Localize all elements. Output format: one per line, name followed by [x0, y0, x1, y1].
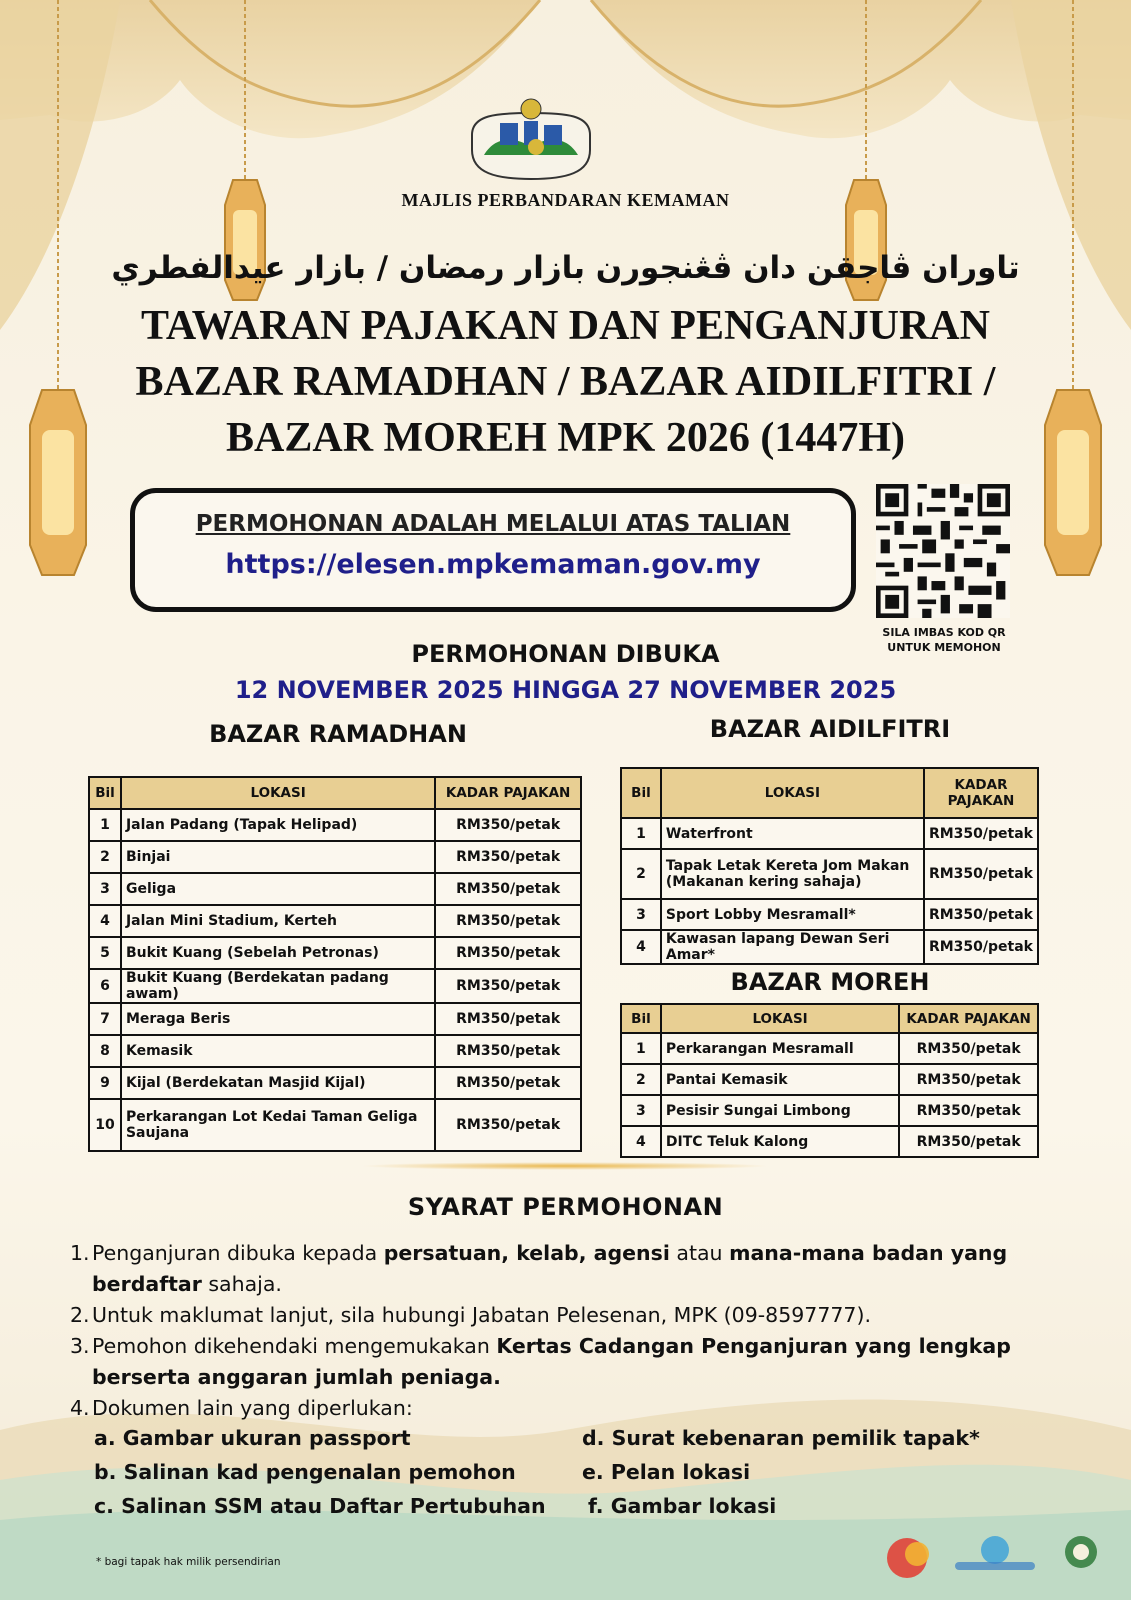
table-row: 3 Sport Lobby Mesramall* RM350/petak [621, 899, 1038, 930]
terengganu-logo [955, 1536, 1035, 1570]
table-header: LOKASI [661, 768, 924, 818]
divider-glow [360, 1162, 770, 1170]
title-line: BAZAR RAMADHAN / BAZAR AIDILFITRI / [135, 359, 996, 405]
title-line: TAWARAN PAJAKAN DAN PENGANJURAN [141, 303, 990, 349]
qr-code[interactable] [876, 484, 1010, 618]
table-row: 2 Tapak Letak Kereta Jom Makan (Makanan kering sahaja) RM350/petak [621, 849, 1038, 899]
table-row: 10 Perkarangan Lot Kedai Taman Geliga Saujana RM350/petak [89, 1099, 581, 1151]
table-row: 4 Jalan Mini Stadium, Kerteh RM350/petak [89, 905, 581, 937]
application-open-label: PERMOHONAN DIBUKA [411, 640, 720, 668]
bazar-aidilfitri-title: BAZAR AIDILFITRI [709, 715, 951, 743]
title-line: BAZAR MOREH MPK 2026 (1447H) [226, 415, 905, 461]
partner-logos [885, 1528, 1115, 1588]
lantern-icon [1035, 0, 1111, 590]
mpk-logo [466, 95, 596, 183]
table-row: 1 Jalan Padang (Tapak Helipad) RM350/petak [89, 809, 581, 841]
list-item: 3. Pemohon dikehendaki mengemukakan Kertas Cadangan Penganjuran yang lengkap berserta anggaran jumlah peniaga. [70, 1334, 1011, 1389]
table-header: Bil [621, 768, 661, 818]
requirements-title: SYARAT PERMOHONAN [407, 1193, 724, 1221]
organisation-name: MAJLIS PERBANDARAN KEMAMAN [401, 190, 730, 210]
table-header: Bil [621, 1004, 661, 1033]
qr-caption: SILA IMBAS KOD QR UNTUK MEMOHON [882, 626, 1006, 654]
kemaman-logo [887, 1538, 929, 1578]
list-item: 4. Dokumen lain yang diperlukan: [70, 1396, 413, 1420]
lantern-icon [20, 0, 96, 590]
table-header: KADAR PAJAKAN [899, 1004, 1038, 1033]
footnote: * bagi tapak hak milik persendirian [96, 1556, 281, 1568]
document-item: b. Salinan kad pengenalan pemohon [94, 1460, 516, 1484]
document-item: e. Pelan lokasi [582, 1460, 751, 1484]
bazar-aidilfitri-table [620, 767, 1039, 965]
list-item: 2. Untuk maklumat lanjut, sila hubungi Jabatan Pelesenan, MPK (09-8597777). [70, 1303, 871, 1327]
document-item: f. Gambar lokasi [588, 1494, 777, 1518]
document-item: d. Surat kebenaran pemilik tapak* [582, 1426, 980, 1450]
table-row: 5 Bukit Kuang (Sebelah Petronas) RM350/petak [89, 937, 581, 969]
list-item: 1. Penganjuran dibuka kepada persatuan, kelab, agensi atau mana-mana badan yang berdaftar sahaja. [70, 1241, 1008, 1296]
table-header: Bil [89, 777, 121, 809]
jawi-title: تاوران ڤاجقن دان ڤڠنجورن بازار رمضان / بازار عيدالفطري [111, 250, 1020, 286]
state-crest-logo [1065, 1536, 1097, 1568]
table-row: 1 Perkarangan Mesramall RM350/petak [621, 1033, 1038, 1064]
table-row: 7 Meraga Beris RM350/petak [89, 1003, 581, 1035]
page-title [80, 298, 1051, 466]
table-header: LOKASI [661, 1004, 899, 1033]
application-dates: 12 NOVEMBER 2025 HINGGA 27 NOVEMBER 2025 [234, 676, 897, 704]
bazar-moreh-table [620, 1003, 1039, 1158]
bazar-ramadhan-title: BAZAR RAMADHAN [209, 720, 467, 748]
application-url-link[interactable]: https://elesen.mpkemaman.gov.my [225, 549, 761, 580]
table-header: KADAR PAJAKAN [435, 777, 581, 809]
document-item: c. Salinan SSM atau Daftar Pertubuhan [94, 1494, 546, 1518]
bazar-moreh-title: BAZAR MOREH [730, 968, 930, 996]
table-row: 8 Kemasik RM350/petak [89, 1035, 581, 1067]
table-header: KADAR PAJAKAN [924, 768, 1038, 818]
table-row: 4 DITC Teluk Kalong RM350/petak [621, 1126, 1038, 1157]
table-row: 2 Binjai RM350/petak [89, 841, 581, 873]
table-row: 9 Kijal (Berdekatan Masjid Kijal) RM350/petak [89, 1067, 581, 1099]
online-application-label: PERMOHONAN ADALAH MELALUI ATAS TALIAN [195, 511, 791, 537]
table-row: 6 Bukit Kuang (Berdekatan padang awam) RM350/petak [89, 969, 581, 1003]
requirements-list [70, 1238, 1080, 1424]
table-header: LOKASI [121, 777, 435, 809]
bazar-ramadhan-table [88, 776, 582, 1152]
table-row: 4 Kawasan lapang Dewan Seri Amar* RM350/petak [621, 930, 1038, 964]
document-item: a. Gambar ukuran passport [94, 1426, 411, 1450]
online-application-box [130, 488, 856, 612]
table-row: 3 Geliga RM350/petak [89, 873, 581, 905]
table-row: 1 Waterfront RM350/petak [621, 818, 1038, 849]
table-row: 3 Pesisir Sungai Limbong RM350/petak [621, 1095, 1038, 1126]
table-row: 2 Pantai Kemasik RM350/petak [621, 1064, 1038, 1095]
